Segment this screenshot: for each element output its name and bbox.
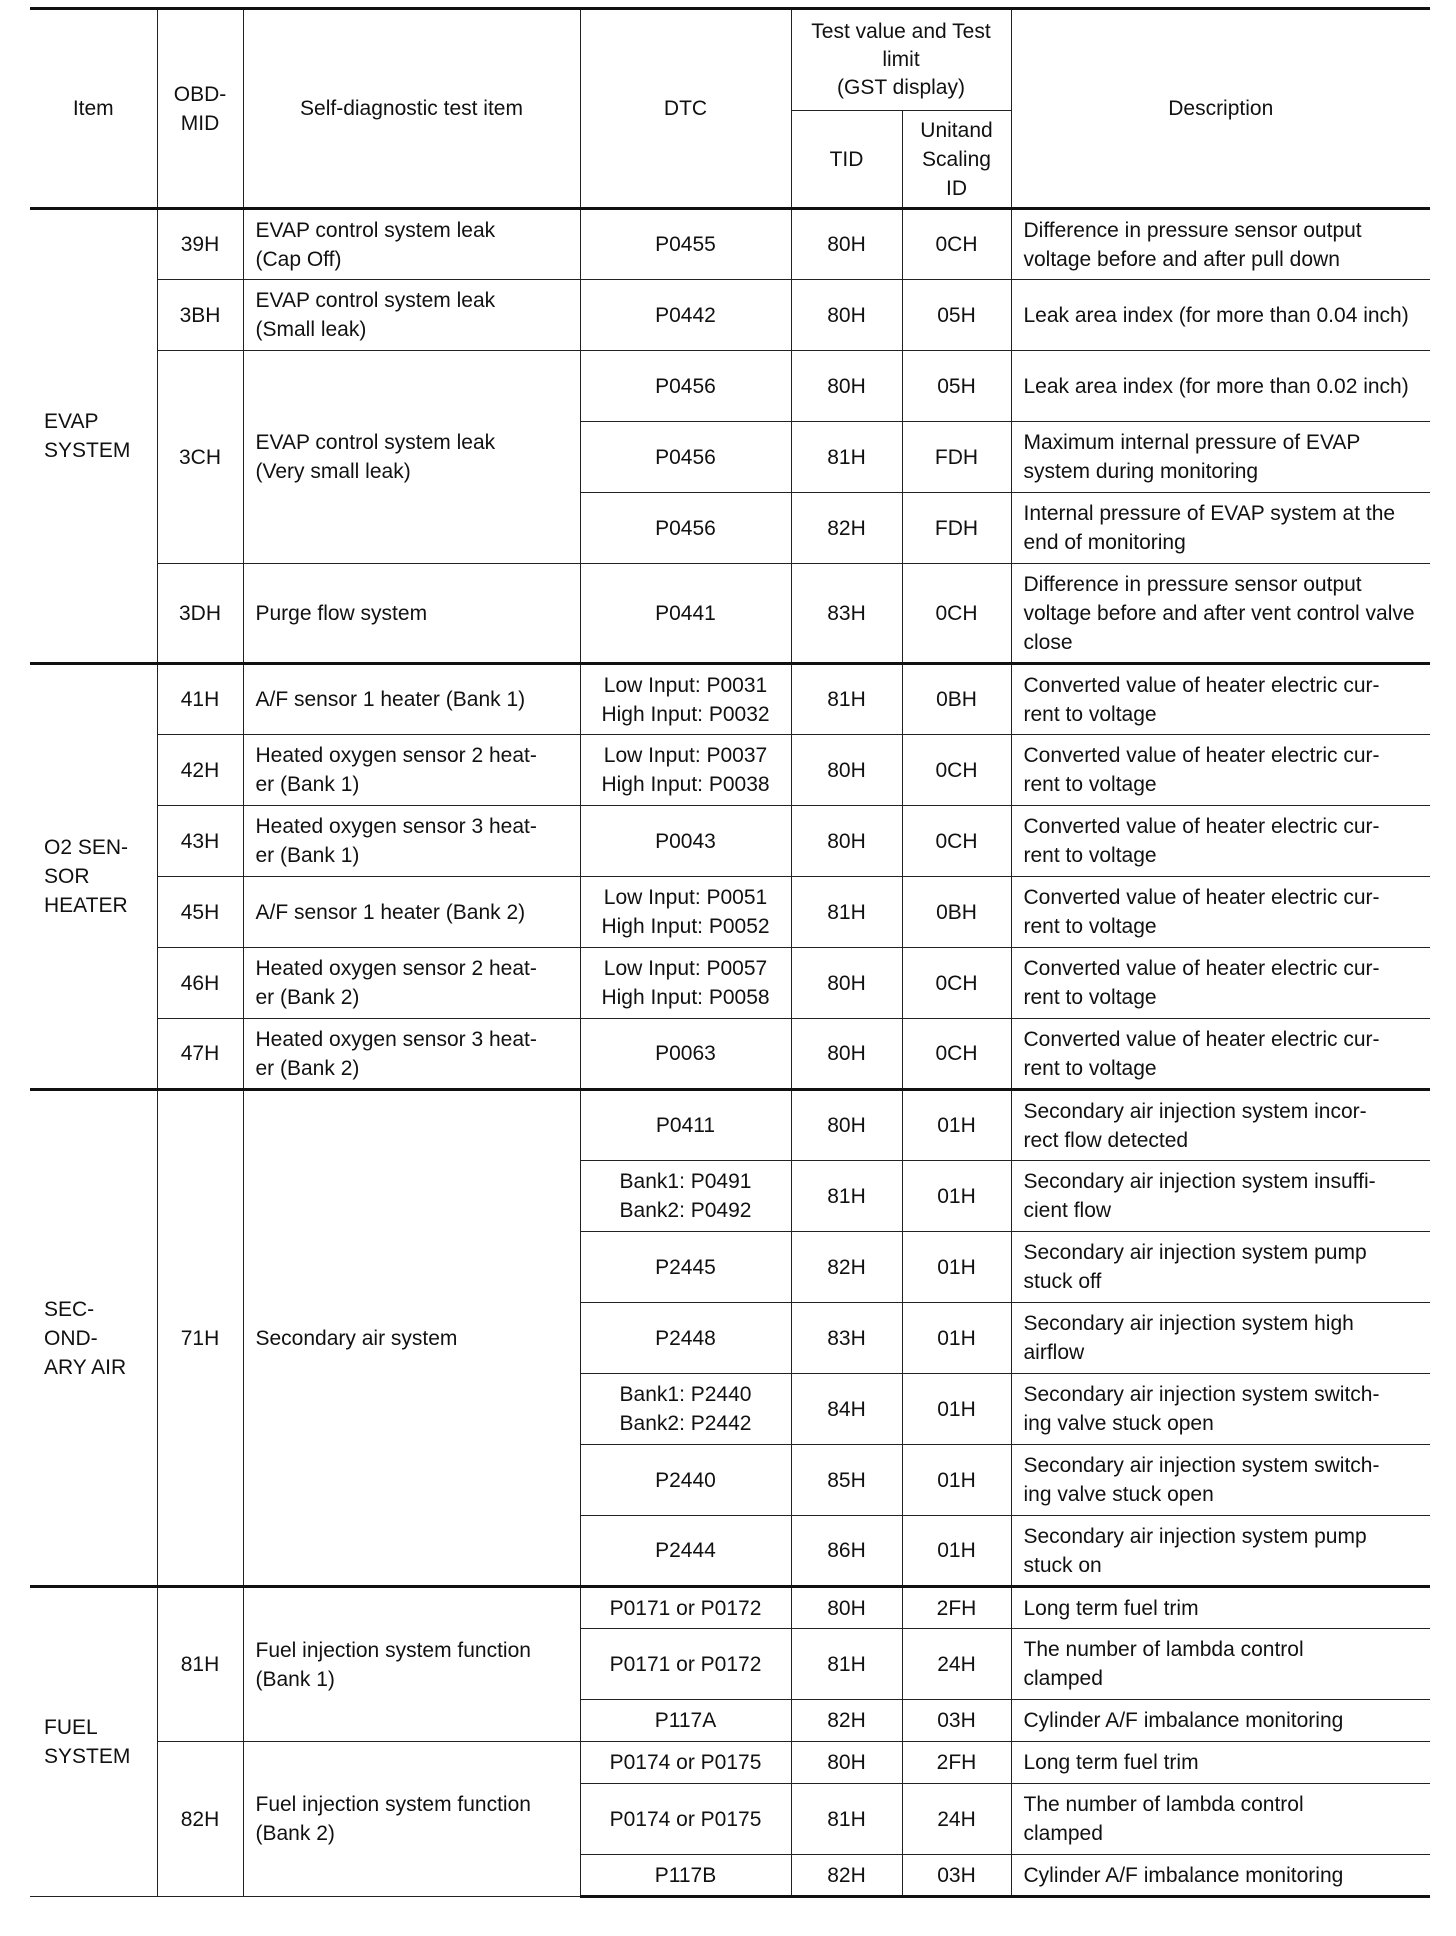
description: The number of lambda control clamped [1011,1629,1430,1700]
obd-mid: 3BH [157,280,243,351]
unit-scaling-id: 03H [902,1855,1011,1897]
unit-scaling-id: 0BH [902,877,1011,948]
tid: 81H [791,877,902,948]
unit-scaling-id: 0CH [902,209,1011,280]
header-description: Description [1011,9,1430,209]
tid: 82H [791,1700,902,1742]
test-item: A/F sensor 1 heater (Bank 2) [243,877,580,948]
table-row [30,664,1430,735]
table-row [30,351,1430,422]
group-o2-sensor-heater: O2 SEN- SOR HEATER [30,664,157,1090]
unit-scaling-id: 01H [902,1516,1011,1587]
tid: 80H [791,735,902,806]
unit-scaling-id: 01H [902,1232,1011,1303]
table-row [30,948,1430,1019]
table-row [30,1742,1430,1784]
header-obd-mid: OBD- MID [157,9,243,209]
tid: 83H [791,564,902,664]
dtc-code: Low Input: P0051 High Input: P0052 [580,877,791,948]
description: Converted value of heater electric cur- rent to voltage [1011,664,1430,735]
dtc-code: P0456 [580,351,791,422]
group-fuel-system: FUEL SYSTEM [30,1587,157,1897]
table-row [30,806,1430,877]
tid: 82H [791,1855,902,1897]
group-secondary-air: SEC- OND- ARY AIR [30,1090,157,1587]
test-item: Heated oxygen sensor 2 heat- er (Bank 1) [243,735,580,806]
tid: 80H [791,1090,902,1161]
obd-mid: 82H [157,1742,243,1897]
dtc-code: P0171 or P0172 [580,1587,791,1629]
tid: 80H [791,1742,902,1784]
description: Cylinder A/F imbalance monitoring [1011,1700,1430,1742]
unit-scaling-id: 24H [902,1784,1011,1855]
description: Secondary air injection system incor- rect flow detected [1011,1090,1430,1161]
dtc-code: P117B [580,1855,791,1897]
obd-mid: 71H [157,1090,243,1587]
test-item: A/F sensor 1 heater (Bank 1) [243,664,580,735]
tid: 80H [791,280,902,351]
obd-mid: 41H [157,664,243,735]
header-unit-scaling: Unitand Scaling ID [902,111,1011,209]
tid: 85H [791,1445,902,1516]
tid: 83H [791,1303,902,1374]
tid: 81H [791,1629,902,1700]
description: Secondary air injection system pump stuck on [1011,1516,1430,1587]
description: Converted value of heater electric cur- rent to voltage [1011,948,1430,1019]
dtc-code: P2445 [580,1232,791,1303]
header-item: Item [30,9,157,209]
description: Secondary air injection system high airflow [1011,1303,1430,1374]
tid: 81H [791,664,902,735]
unit-scaling-id: 01H [902,1374,1011,1445]
header-test-value: Test value and Test limit (GST display) [791,9,1011,111]
obd-mid: 47H [157,1019,243,1090]
dtc-code: P2444 [580,1516,791,1587]
unit-scaling-id: 03H [902,1700,1011,1742]
dtc-code: Bank1: P0491 Bank2: P0492 [580,1161,791,1232]
dtc-code: P0455 [580,209,791,280]
test-item: Secondary air system [243,1090,580,1587]
test-item: Purge flow system [243,564,580,664]
description: Long term fuel trim [1011,1587,1430,1629]
header-test-item: Self-diagnostic test item [243,9,580,209]
dtc-code: P0174 or P0175 [580,1784,791,1855]
tid: 81H [791,1784,902,1855]
description: Internal pressure of EVAP system at the end of monitoring [1011,493,1430,564]
obd-mid: 43H [157,806,243,877]
test-item: EVAP control system leak (Cap Off) [243,209,580,280]
tid: 80H [791,209,902,280]
dtc-code: Low Input: P0057 High Input: P0058 [580,948,791,1019]
description: Secondary air injection system pump stuck off [1011,1232,1430,1303]
table-row [30,877,1430,948]
tid: 81H [791,1161,902,1232]
tid: 81H [791,422,902,493]
tid: 80H [791,806,902,877]
header-dtc: DTC [580,9,791,209]
obd-mid: 39H [157,209,243,280]
description: Difference in pressure sensor output voltage before and after vent control valve close [1011,564,1430,664]
test-item: EVAP control system leak (Small leak) [243,280,580,351]
dtc-code: P0174 or P0175 [580,1742,791,1784]
unit-scaling-id: 2FH [902,1587,1011,1629]
obd-mid: 45H [157,877,243,948]
obd-mid: 81H [157,1587,243,1742]
unit-scaling-id: 05H [902,351,1011,422]
tid: 80H [791,351,902,422]
tid: 86H [791,1516,902,1587]
test-item: Heated oxygen sensor 3 heat- er (Bank 2) [243,1019,580,1090]
dtc-code: P0441 [580,564,791,664]
description: Secondary air injection system insuffi- cient flow [1011,1161,1430,1232]
description: Converted value of heater electric cur- rent to voltage [1011,877,1430,948]
test-item: Heated oxygen sensor 3 heat- er (Bank 1) [243,806,580,877]
unit-scaling-id: 0CH [902,564,1011,664]
dtc-code: P0411 [580,1090,791,1161]
description: Maximum internal pressure of EVAP system during monitoring [1011,422,1430,493]
unit-scaling-id: 24H [902,1629,1011,1700]
description: Secondary air injection system switch- ing valve stuck open [1011,1445,1430,1516]
obd-test-table [30,7,1430,1898]
table-row [30,1587,1430,1629]
description: Converted value of heater electric cur- rent to voltage [1011,1019,1430,1090]
unit-scaling-id: 01H [902,1161,1011,1232]
dtc-code: P2448 [580,1303,791,1374]
description: Converted value of heater electric cur- rent to voltage [1011,806,1430,877]
table-row [30,280,1430,351]
unit-scaling-id: 05H [902,280,1011,351]
obd-mid: 3DH [157,564,243,664]
test-item: Heated oxygen sensor 2 heat- er (Bank 2) [243,948,580,1019]
tid: 80H [791,948,902,1019]
dtc-code: Low Input: P0031 High Input: P0032 [580,664,791,735]
unit-scaling-id: 0CH [902,735,1011,806]
dtc-code: P0043 [580,806,791,877]
obd-mid: 3CH [157,351,243,564]
obd-mid: 46H [157,948,243,1019]
description: Leak area index (for more than 0.04 inch) [1011,280,1430,351]
table-row [30,1090,1430,1161]
group-evap-system: EVAP SYSTEM [30,209,157,664]
unit-scaling-id: 01H [902,1090,1011,1161]
table-row [30,564,1430,664]
unit-scaling-id: 01H [902,1303,1011,1374]
dtc-code: P2440 [580,1445,791,1516]
dtc-code: P0456 [580,493,791,564]
dtc-code: P117A [580,1700,791,1742]
unit-scaling-id: 0BH [902,664,1011,735]
tid: 80H [791,1587,902,1629]
unit-scaling-id: 2FH [902,1742,1011,1784]
tid: 84H [791,1374,902,1445]
table-row [30,209,1430,280]
table-row [30,735,1430,806]
dtc-code: P0442 [580,280,791,351]
unit-scaling-id: 0CH [902,948,1011,1019]
dtc-code: Bank1: P2440 Bank2: P2442 [580,1374,791,1445]
unit-scaling-id: FDH [902,422,1011,493]
description: The number of lambda control clamped [1011,1784,1430,1855]
dtc-code: P0456 [580,422,791,493]
dtc-code: P0063 [580,1019,791,1090]
tid: 82H [791,1232,902,1303]
description: Leak area index (for more than 0.02 inch) [1011,351,1430,422]
unit-scaling-id: FDH [902,493,1011,564]
obd-mid: 42H [157,735,243,806]
header-tid: TID [791,111,902,209]
unit-scaling-id: 0CH [902,1019,1011,1090]
description: Difference in pressure sensor output voltage before and after pull down [1011,209,1430,280]
description: Long term fuel trim [1011,1742,1430,1784]
unit-scaling-id: 0CH [902,806,1011,877]
test-item: EVAP control system leak (Very small leak) [243,351,580,564]
table-row [30,1019,1430,1090]
dtc-code: Low Input: P0037 High Input: P0038 [580,735,791,806]
test-item: Fuel injection system function (Bank 1) [243,1587,580,1742]
description: Secondary air injection system switch- ing valve stuck open [1011,1374,1430,1445]
tid: 80H [791,1019,902,1090]
tid: 82H [791,493,902,564]
dtc-code: P0171 or P0172 [580,1629,791,1700]
description: Converted value of heater electric cur- rent to voltage [1011,735,1430,806]
description: Cylinder A/F imbalance monitoring [1011,1855,1430,1897]
unit-scaling-id: 01H [902,1445,1011,1516]
test-item: Fuel injection system function (Bank 2) [243,1742,580,1897]
